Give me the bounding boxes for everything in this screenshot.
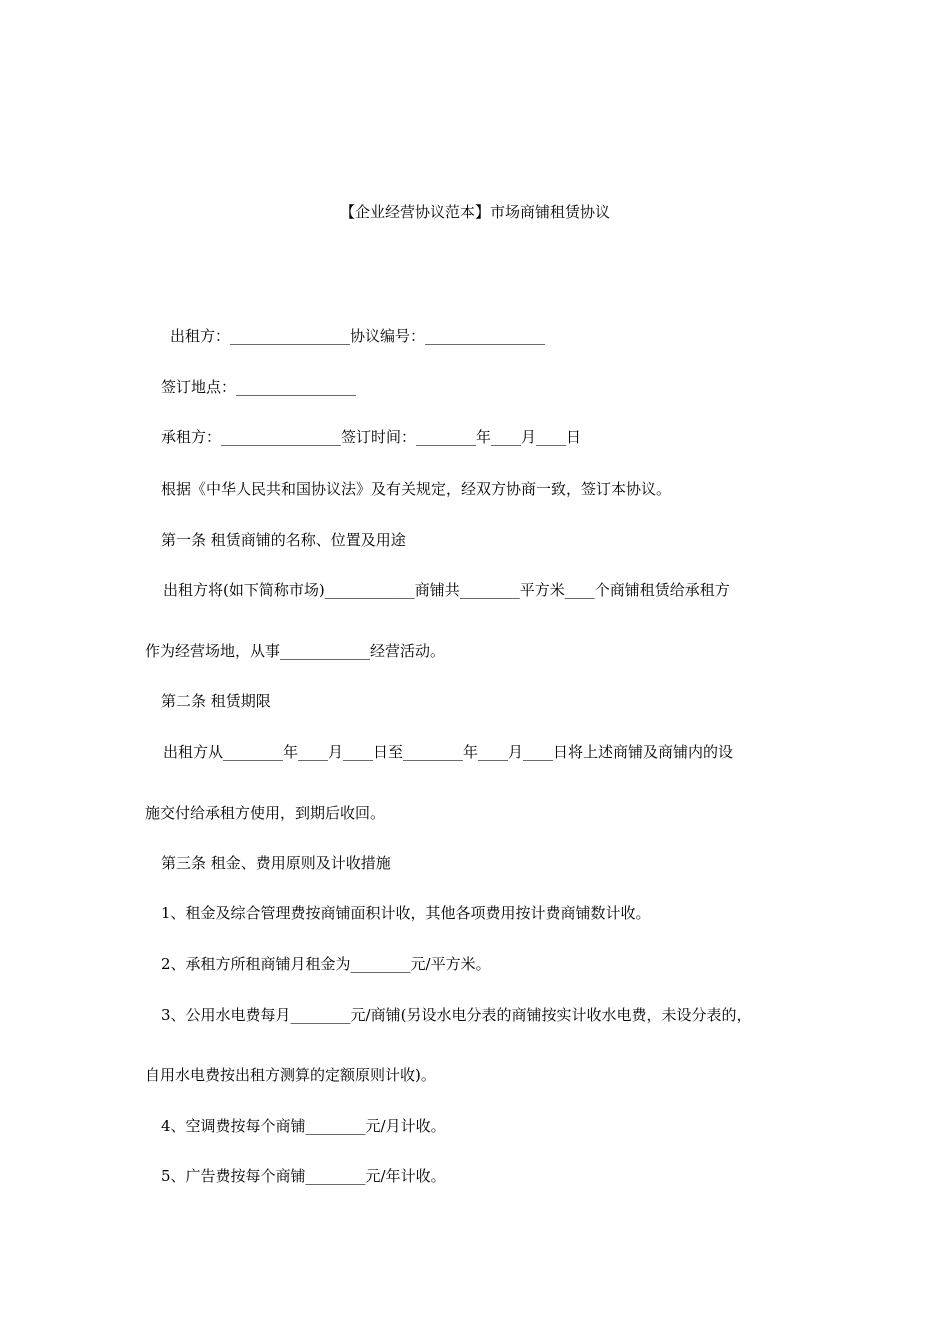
article-3-item-4: 4、空调费按每个商铺________元/月计收。	[161, 1117, 446, 1135]
article-2-heading: 第二条 租赁期限	[161, 692, 271, 710]
article-1-paragraph-line-1: 出租方将(如下简称市场)____________商铺共________平方米____个商铺租赁给承租方	[163, 581, 730, 599]
article-3-item-2: 2、承租方所租商铺月租金为________元/平方米。	[161, 955, 491, 973]
article-3-item-5: 5、广告费按每个商铺________元/年计收。	[161, 1167, 446, 1185]
preamble-paragraph: 根据《中华人民共和国协议法》及有关规定，经双方协商一致，签订本协议。	[161, 480, 672, 498]
article-3-item-3-line-1: 3、公用水电费每月________元/商铺(另设水电分表的商铺按实计收水电费，未设分表的，	[161, 1006, 752, 1024]
article-1-heading: 第一条 租赁商铺的名称、位置及用途	[161, 531, 406, 549]
article-2-paragraph-line-1: 出租方从________年____月____日至________年____月____日将上述商铺及商铺内的设	[163, 743, 734, 761]
signing-location-line: 签订地点：________________	[161, 378, 357, 396]
article-2-paragraph-line-2: 施交付给承租方使用，到期后收回。	[145, 804, 386, 822]
article-3-item-1: 1、租金及综合管理费按商铺面积计收，其他各项费用按计费商铺数计收。	[161, 904, 651, 922]
lessee-signing-date-line: 承租方：________________签订时间：________年____月____日	[161, 428, 582, 446]
article-3-heading: 第三条 租金、费用原则及计收措施	[161, 854, 391, 872]
article-1-paragraph-line-2: 作为经营场地，从事____________经营活动。	[145, 642, 446, 660]
article-3-item-3-line-2: 自用水电费按出租方测算的定额原则计收)。	[145, 1066, 436, 1084]
lessor-contract-number-line: 出租方：________________协议编号：________________	[170, 327, 546, 345]
document-title: 【企业经营协议范本】市场商铺租赁协议	[339, 203, 610, 221]
